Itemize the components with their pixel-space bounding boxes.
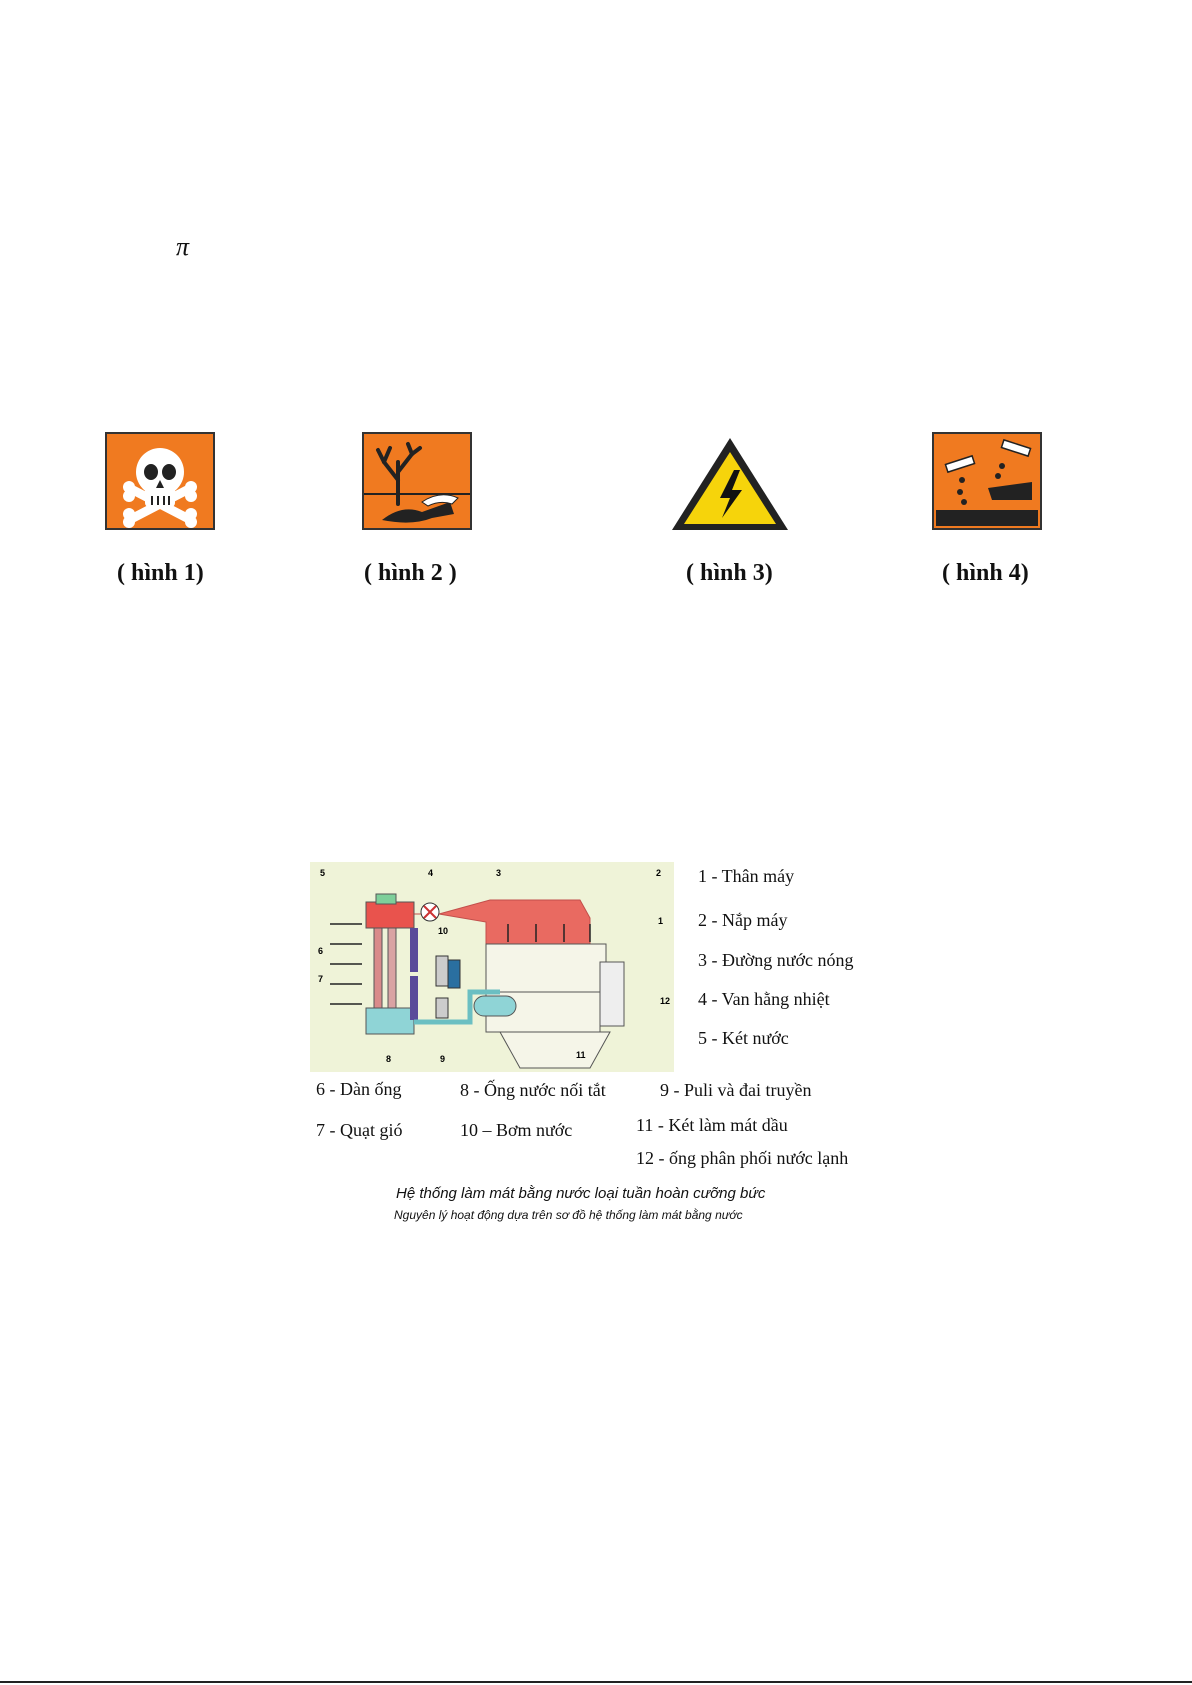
legend-item-8: 8 - Ống nước nối tắt	[460, 1080, 606, 1100]
legend-item-2: 2 - Nắp máy	[698, 910, 788, 930]
svg-text:5: 5	[320, 868, 326, 878]
caption-hinh-2: ( hình 2 )	[364, 560, 457, 586]
legend-item-12: 12 - ống phân phối nước lạnh	[636, 1148, 849, 1168]
hazard-sign-2	[362, 432, 472, 535]
diagram-caption-sub: Nguyên lý hoạt động dựa trên sơ đồ hệ thống làm mát bằng nước	[394, 1208, 743, 1222]
high-voltage-icon	[668, 434, 792, 534]
hazard-sign-4	[932, 432, 1042, 535]
legend-item-3: 3 - Đường nước nóng	[698, 950, 854, 970]
hazard-sign-1	[105, 432, 215, 535]
caption-hinh-4: ( hình 4)	[942, 560, 1029, 586]
legend-item-4: 4 - Van hằng nhiệt	[698, 989, 830, 1009]
cooling-system-schematic	[310, 862, 674, 1072]
footer-divider	[0, 1681, 1192, 1683]
caption-hinh-3: ( hình 3)	[686, 560, 773, 586]
svg-text:2: 2	[656, 868, 662, 878]
legend-item-9: 9 - Puli và đai truyền	[660, 1080, 812, 1100]
hazard-sign-3	[668, 434, 792, 539]
caption-hinh-1: ( hình 1)	[117, 560, 204, 586]
svg-text:8: 8	[386, 1054, 392, 1064]
skull-crossbones-icon	[105, 432, 215, 530]
svg-text:6: 6	[318, 946, 324, 956]
svg-text:9: 9	[440, 1054, 446, 1064]
svg-text:3: 3	[496, 868, 502, 878]
dead-tree-fish-icon	[362, 432, 472, 530]
legend-item-10: 10 – Bơm nước	[460, 1120, 573, 1140]
legend-item-11: 11 - Két làm mát dầu	[636, 1115, 788, 1135]
svg-text:11: 11	[576, 1050, 586, 1060]
svg-text:12: 12	[660, 996, 671, 1006]
cooling-system-diagram	[310, 862, 674, 1072]
svg-text:10: 10	[438, 926, 449, 936]
pi-symbol: π	[176, 232, 190, 261]
svg-text:1: 1	[658, 916, 664, 926]
legend-item-5: 5 - Két nước	[698, 1028, 789, 1048]
legend-item-6: 6 - Dàn ống	[316, 1079, 402, 1099]
svg-text:7: 7	[318, 974, 324, 984]
svg-text:4: 4	[428, 868, 434, 878]
legend-item-1: 1 - Thân máy	[698, 866, 795, 886]
diagram-caption-main: Hệ thống làm mát bằng nước loại tuần hoàn cưỡng bức	[396, 1185, 766, 1202]
corrosive-icon	[932, 432, 1042, 530]
legend-item-7: 7 - Quạt gió	[316, 1120, 403, 1140]
